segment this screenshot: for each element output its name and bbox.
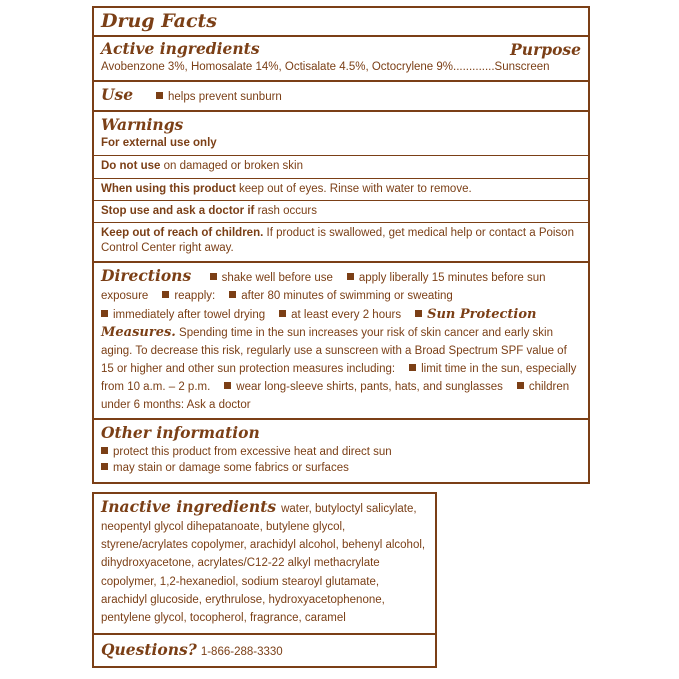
use-heading: Use bbox=[101, 85, 134, 105]
questions-heading: Questions? bbox=[101, 640, 197, 660]
inactive-ingredients-text: water, butyloctyl salicylate, neopentyl glycol dihepatanoate, butylene glycol, styrene/acrylates copolymer, arachidyl alcohol, behenyl alcohol, dihydroxyacetone, acrylates/C12-22 alkyl methacrylate copolymer, 1,2-hexanediol, sodium stearoyl glutamate, arachidyl glucoside, erythrulose, hydroxyacetophenone, pentylene glycol, tocopherol, fragrance, caramel bbox=[101, 502, 426, 624]
warning-line bbox=[94, 200, 588, 222]
questions-section bbox=[92, 633, 437, 668]
active-ingredients-text: Avobenzone 3%, Homosalate 14%, Octisalate 4.5%, Octocrylene 9%.............Sunscreen bbox=[101, 60, 550, 73]
directions-tail-item: wear long-sleeve shirts, pants, hats, and sunglasses bbox=[236, 381, 503, 394]
other-information-heading: Other information bbox=[101, 422, 260, 442]
warning-line-bold: When using this product bbox=[101, 182, 236, 195]
drug-facts-title-row bbox=[94, 8, 588, 35]
drug-facts-panel bbox=[92, 6, 590, 668]
other-information-item: protect this product from excessive heat and direct sun bbox=[94, 445, 588, 461]
warning-line-rest: on damaged or broken skin bbox=[160, 160, 303, 173]
page-title: Drug Facts bbox=[101, 10, 218, 32]
directions-heading: Directions bbox=[101, 266, 192, 286]
bullet-square-icon bbox=[279, 310, 286, 317]
directions-item: after 80 minutes of swimming or sweating bbox=[241, 290, 453, 303]
bullet-square-icon bbox=[229, 291, 236, 298]
directions-item: apply liberally 15 minutes before sun exposure bbox=[101, 272, 546, 303]
directions-item: at least every 2 hours bbox=[291, 308, 402, 321]
warnings-heading: Warnings bbox=[101, 115, 184, 135]
drug-facts-main-block bbox=[92, 6, 590, 484]
bullet-square-icon bbox=[347, 273, 354, 280]
warning-line bbox=[94, 222, 588, 261]
warning-line bbox=[94, 155, 588, 177]
sun-protection-measures-text: Spending time in the sun increases your risk of skin cancer and early skin aging. To decrease this risk, regularly use a sunscreen with a Broad Spectrum SPF value of 15 or higher and other sun protection measures including: bbox=[101, 326, 567, 376]
sun-protection-measures-label: Sun Protection Measures. bbox=[101, 306, 537, 340]
warning-line-bold: Keep out of reach of children. bbox=[101, 226, 264, 239]
warning-line-rest: If product is swallowed, get medical help or contact a Poison Control Center right away. bbox=[101, 226, 574, 255]
bullet-square-icon bbox=[156, 92, 163, 99]
bullet-square-icon bbox=[409, 364, 416, 371]
questions-phone[interactable]: 1-866-288-3330 bbox=[200, 646, 283, 659]
bullet-square-icon bbox=[101, 463, 108, 470]
bullet-square-icon bbox=[101, 310, 108, 317]
purpose-heading: Purpose bbox=[510, 39, 581, 59]
inactive-ingredients-section bbox=[92, 492, 437, 633]
use-item: helps prevent sunburn bbox=[168, 91, 282, 104]
warning-line-bold: Stop use and ask a doctor if bbox=[101, 204, 255, 217]
bullet-square-icon bbox=[162, 291, 169, 298]
other-information-section bbox=[94, 418, 588, 484]
directions-item: shake well before use bbox=[221, 272, 333, 285]
bullet-square-icon bbox=[415, 310, 422, 317]
directions-tail-item: limit time in the sun, especially from 10 a.m. – 2 p.m. bbox=[101, 363, 577, 394]
use-section bbox=[94, 80, 588, 110]
active-ingredients-heading: Active ingredients bbox=[101, 38, 260, 58]
bullet-square-icon bbox=[224, 382, 231, 389]
bullet-square-icon bbox=[517, 382, 524, 389]
other-information-item: may stain or damage some fabrics or surfaces bbox=[94, 461, 588, 482]
active-ingredients-section bbox=[94, 35, 588, 80]
warning-line-rest: rash occurs bbox=[254, 204, 318, 217]
inactive-ingredients-heading: Inactive ingredients bbox=[101, 496, 277, 516]
directions-item: immediately after towel drying bbox=[113, 308, 266, 321]
bullet-square-icon bbox=[210, 273, 217, 280]
directions-tail-item: children under 6 months: Ask a doctor bbox=[101, 381, 570, 412]
directions-section bbox=[94, 261, 588, 417]
warning-line bbox=[94, 178, 588, 200]
warnings-section bbox=[94, 110, 588, 261]
warnings-external-use: For external use only bbox=[101, 137, 217, 150]
warning-line-bold: Do not use bbox=[101, 160, 161, 173]
directions-item: reapply: bbox=[174, 290, 216, 303]
bullet-square-icon bbox=[101, 447, 108, 454]
warning-line-rest: keep out of eyes. Rinse with water to remove. bbox=[235, 182, 472, 195]
